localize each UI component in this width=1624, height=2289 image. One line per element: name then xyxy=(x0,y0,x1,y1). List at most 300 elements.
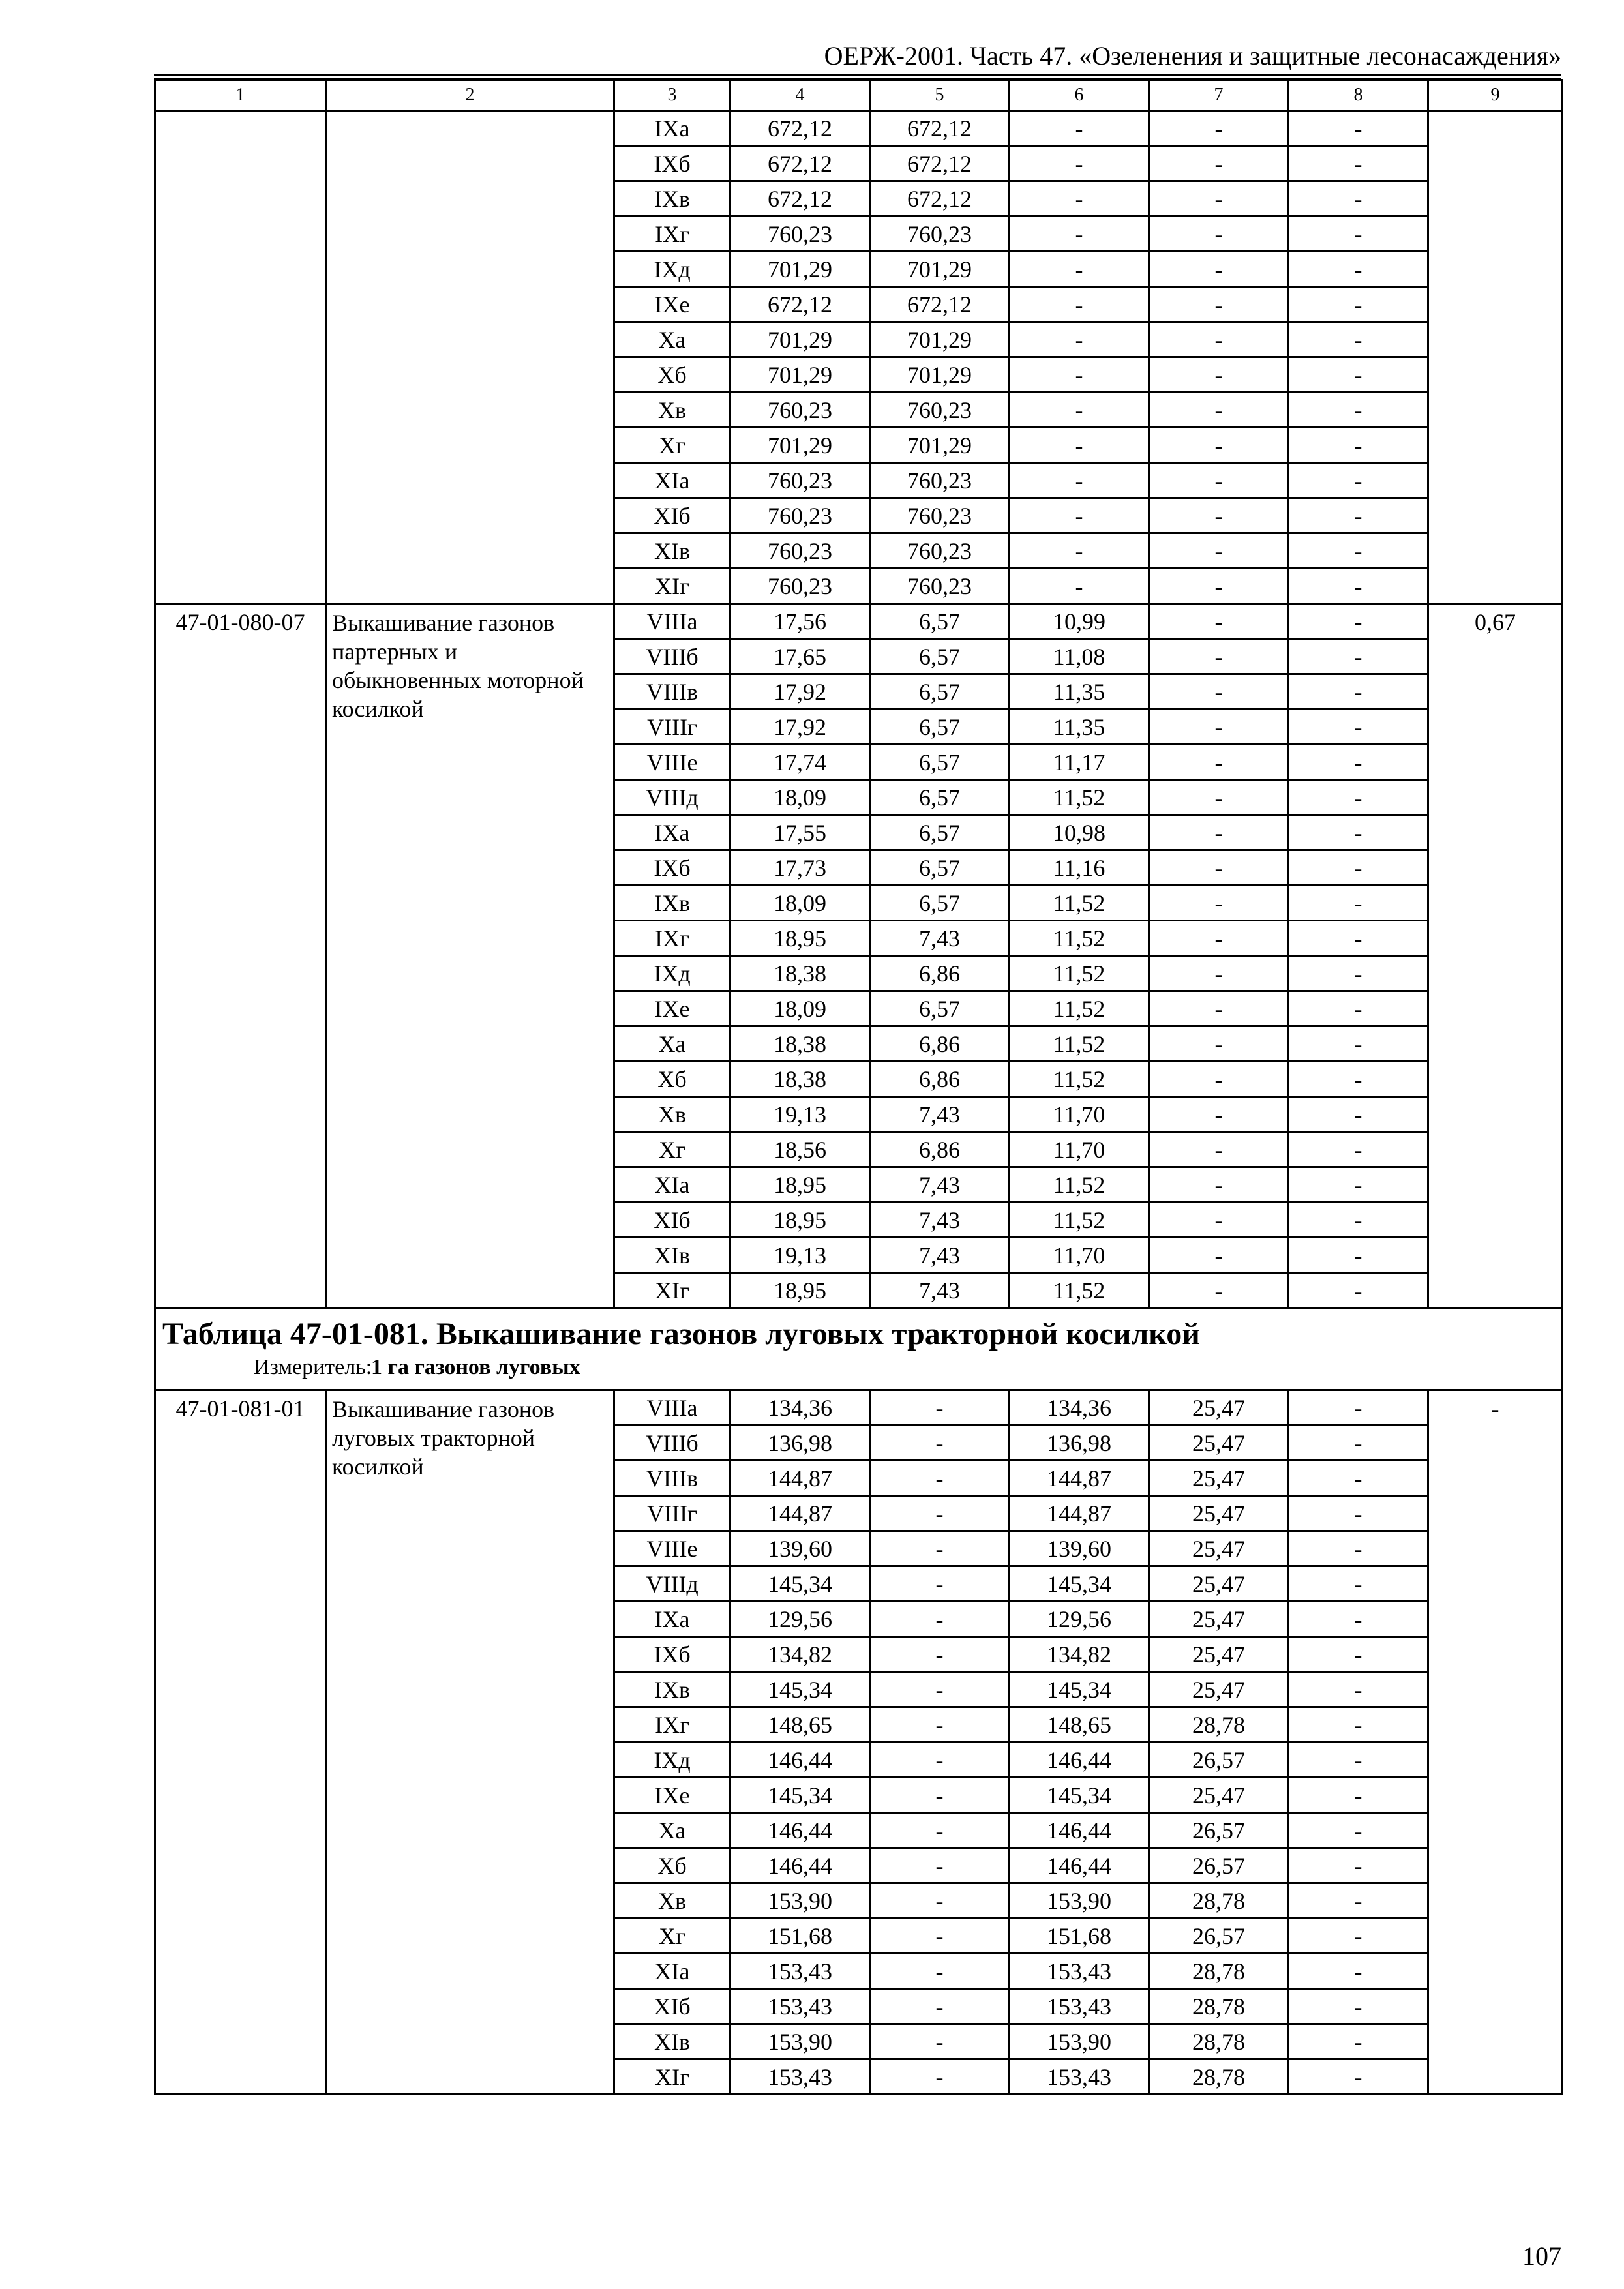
value-cell: - xyxy=(1010,393,1149,428)
region-cell: Xв xyxy=(614,1883,730,1919)
value-cell: 145,34 xyxy=(1010,1778,1149,1813)
value-cell: 11,52 xyxy=(1010,886,1149,921)
value-cell: - xyxy=(870,1989,1010,2024)
value-cell: 146,44 xyxy=(730,1743,870,1778)
value-cell: - xyxy=(1149,111,1289,146)
value-cell: 25,47 xyxy=(1149,1602,1289,1637)
value-cell: 760,23 xyxy=(730,463,870,498)
value-cell: - xyxy=(1289,1566,1428,1602)
value-cell: 19,13 xyxy=(730,1097,870,1132)
value-cell: - xyxy=(1289,780,1428,815)
value-cell: 7,43 xyxy=(870,1273,1010,1308)
value-cell: - xyxy=(1149,146,1289,181)
column-number: 6 xyxy=(1010,80,1149,111)
value-cell: 17,65 xyxy=(730,639,870,674)
column-number: 4 xyxy=(730,80,870,111)
value-cell: - xyxy=(1010,181,1149,217)
value-cell: 18,09 xyxy=(730,780,870,815)
value-cell: 151,68 xyxy=(1010,1919,1149,1954)
value-cell: 701,29 xyxy=(870,357,1010,393)
value-cell: - xyxy=(1289,1461,1428,1496)
value-cell: 7,43 xyxy=(870,1167,1010,1203)
value-cell: - xyxy=(1149,322,1289,357)
value-cell: - xyxy=(1149,745,1289,780)
value-cell: - xyxy=(870,1707,1010,1743)
value-cell: 11,52 xyxy=(1010,1273,1149,1308)
region-cell: VIIIа xyxy=(614,604,730,639)
value-cell: - xyxy=(870,1743,1010,1778)
value-cell: - xyxy=(1289,2059,1428,2095)
value-cell: 18,56 xyxy=(730,1132,870,1167)
value-cell: - xyxy=(1289,217,1428,252)
value-cell: 136,98 xyxy=(730,1426,870,1461)
value-cell: 153,43 xyxy=(1010,2059,1149,2095)
region-cell: Xб xyxy=(614,357,730,393)
region-cell: XIв xyxy=(614,1238,730,1273)
column-number: 8 xyxy=(1289,80,1428,111)
value-cell: - xyxy=(1149,815,1289,850)
value-cell: - xyxy=(1149,1062,1289,1097)
value-cell: 11,52 xyxy=(1010,1026,1149,1062)
value-cell: - xyxy=(870,1637,1010,1672)
region-cell: IXа xyxy=(614,1602,730,1637)
value-cell: - xyxy=(1149,991,1289,1026)
value-cell: - xyxy=(1010,463,1149,498)
value-cell: 28,78 xyxy=(1149,1707,1289,1743)
value-cell: 760,23 xyxy=(870,569,1010,604)
value-cell: 151,68 xyxy=(730,1919,870,1954)
region-cell: IXд xyxy=(614,1743,730,1778)
region-cell: VIIIг xyxy=(614,1496,730,1531)
value-cell: - xyxy=(1010,252,1149,287)
value-cell: 25,47 xyxy=(1149,1672,1289,1707)
value-cell: - xyxy=(1289,2024,1428,2059)
region-cell: IXе xyxy=(614,287,730,322)
value-cell: - xyxy=(1289,357,1428,393)
region-cell: XIа xyxy=(614,463,730,498)
value-cell: 18,95 xyxy=(730,1203,870,1238)
value-cell: 25,47 xyxy=(1149,1778,1289,1813)
value-cell: 146,44 xyxy=(730,1848,870,1883)
value-cell: 153,43 xyxy=(730,1989,870,2024)
value-cell: 144,87 xyxy=(730,1461,870,1496)
value-cell: 11,70 xyxy=(1010,1097,1149,1132)
region-cell: IXб xyxy=(614,146,730,181)
column-number: 2 xyxy=(326,80,614,111)
region-cell: XIв xyxy=(614,2024,730,2059)
value-cell: 672,12 xyxy=(870,146,1010,181)
value-cell: - xyxy=(1289,1672,1428,1707)
value-cell: - xyxy=(870,1883,1010,1919)
value-cell: - xyxy=(1149,181,1289,217)
value-cell: 153,90 xyxy=(1010,2024,1149,2059)
value-cell: 145,34 xyxy=(730,1672,870,1707)
value-cell: 6,57 xyxy=(870,710,1010,745)
value-cell: - xyxy=(1149,533,1289,569)
value-cell: 153,43 xyxy=(1010,1989,1149,2024)
value-cell: - xyxy=(1289,956,1428,991)
value-cell: 26,57 xyxy=(1149,1743,1289,1778)
value-cell: - xyxy=(1289,1026,1428,1062)
value-cell: 26,57 xyxy=(1149,1919,1289,1954)
value-cell: 7,43 xyxy=(870,921,1010,956)
value-cell: - xyxy=(1010,533,1149,569)
region-cell: Xг xyxy=(614,1132,730,1167)
value-cell: 11,52 xyxy=(1010,780,1149,815)
value-cell: - xyxy=(1289,1848,1428,1883)
value-cell: - xyxy=(1289,921,1428,956)
value-cell: 672,12 xyxy=(870,287,1010,322)
value-cell: 672,12 xyxy=(730,181,870,217)
value-cell: 6,86 xyxy=(870,1132,1010,1167)
value-cell: 760,23 xyxy=(870,393,1010,428)
value-cell: 153,43 xyxy=(730,2059,870,2095)
value-cell: 153,90 xyxy=(1010,1883,1149,1919)
rate-description: Выкашивание газонов луговых тракторной косилкой xyxy=(326,1390,614,2095)
value-cell: - xyxy=(1289,1883,1428,1919)
value-cell: - xyxy=(1289,1778,1428,1813)
value-cell: - xyxy=(870,1778,1010,1813)
value-cell: - xyxy=(1289,569,1428,604)
value-cell: - xyxy=(870,1390,1010,1426)
value-cell: - xyxy=(1149,1026,1289,1062)
value-cell: - xyxy=(870,1848,1010,1883)
region-cell: XIа xyxy=(614,1167,730,1203)
value-cell: 28,78 xyxy=(1149,2059,1289,2095)
value-cell: 129,56 xyxy=(1010,1602,1149,1637)
rate-code: 47-01-080-07 xyxy=(155,604,326,1308)
value-cell: - xyxy=(1149,569,1289,604)
value-cell: 11,35 xyxy=(1010,674,1149,710)
value-cell: - xyxy=(1289,710,1428,745)
value-cell: 25,47 xyxy=(1149,1566,1289,1602)
value-cell: 145,34 xyxy=(730,1566,870,1602)
value-cell: 672,12 xyxy=(870,181,1010,217)
value-cell: - xyxy=(1149,1203,1289,1238)
value-cell: - xyxy=(1149,498,1289,533)
value-cell: 28,78 xyxy=(1149,1989,1289,2024)
table-row xyxy=(155,1390,1563,1426)
region-cell: Xг xyxy=(614,1919,730,1954)
value-cell: 11,52 xyxy=(1010,991,1149,1026)
region-cell: IXг xyxy=(614,921,730,956)
value-cell: - xyxy=(1289,1426,1428,1461)
meter-value: 1 га газонов луговых xyxy=(371,1355,580,1379)
value-cell: 25,47 xyxy=(1149,1496,1289,1531)
value-cell: - xyxy=(1289,1954,1428,1989)
region-cell: IXа xyxy=(614,815,730,850)
value-cell: - xyxy=(870,1461,1010,1496)
rate-code: 47-01-081-01 xyxy=(155,1390,326,2095)
col9-value: - xyxy=(1428,1390,1563,2095)
value-cell: 18,95 xyxy=(730,1167,870,1203)
value-cell: 701,29 xyxy=(870,428,1010,463)
value-cell: 760,23 xyxy=(870,217,1010,252)
value-cell: - xyxy=(1010,287,1149,322)
value-cell: - xyxy=(1289,1390,1428,1426)
value-cell: 18,95 xyxy=(730,921,870,956)
table-row xyxy=(155,111,1563,146)
region-cell: IXб xyxy=(614,1637,730,1672)
value-cell: 701,29 xyxy=(870,322,1010,357)
value-cell: 146,44 xyxy=(1010,1848,1149,1883)
value-cell: - xyxy=(1289,1203,1428,1238)
value-cell: - xyxy=(1289,1273,1428,1308)
region-cell: Xа xyxy=(614,1026,730,1062)
value-cell: - xyxy=(870,1426,1010,1461)
value-cell: - xyxy=(1149,921,1289,956)
value-cell: 701,29 xyxy=(870,252,1010,287)
value-cell: 11,70 xyxy=(1010,1132,1149,1167)
value-cell: 672,12 xyxy=(870,111,1010,146)
region-cell: VIIIб xyxy=(614,1426,730,1461)
value-cell: 18,95 xyxy=(730,1273,870,1308)
col9-value: 0,67 xyxy=(1428,604,1563,1308)
value-cell: - xyxy=(1010,322,1149,357)
value-cell: - xyxy=(1289,1238,1428,1273)
region-cell: VIIIг xyxy=(614,710,730,745)
value-cell: 6,57 xyxy=(870,850,1010,886)
region-cell: Xб xyxy=(614,1062,730,1097)
region-cell: VIIIе xyxy=(614,1531,730,1566)
value-cell: 760,23 xyxy=(870,498,1010,533)
value-cell: - xyxy=(1149,287,1289,322)
value-cell: 701,29 xyxy=(730,357,870,393)
region-cell: VIIIб xyxy=(614,639,730,674)
value-cell: 146,44 xyxy=(1010,1813,1149,1848)
value-cell: - xyxy=(1149,1097,1289,1132)
value-cell: 25,47 xyxy=(1149,1637,1289,1672)
value-cell: 144,87 xyxy=(730,1496,870,1531)
value-cell: - xyxy=(1289,815,1428,850)
value-cell: 25,47 xyxy=(1149,1461,1289,1496)
value-cell: - xyxy=(1289,674,1428,710)
region-cell: VIIIд xyxy=(614,1566,730,1602)
value-cell: - xyxy=(1289,604,1428,639)
region-cell: VIIIа xyxy=(614,1390,730,1426)
value-cell: 7,43 xyxy=(870,1238,1010,1273)
column-number: 9 xyxy=(1428,80,1563,111)
value-cell: 18,09 xyxy=(730,886,870,921)
value-cell: 11,52 xyxy=(1010,921,1149,956)
region-cell: IXв xyxy=(614,181,730,217)
value-cell: 139,60 xyxy=(730,1531,870,1566)
value-cell: - xyxy=(1149,1238,1289,1273)
value-cell: - xyxy=(1149,639,1289,674)
value-cell: - xyxy=(1149,463,1289,498)
value-cell: 672,12 xyxy=(730,287,870,322)
value-cell: 25,47 xyxy=(1149,1390,1289,1426)
value-cell: 134,36 xyxy=(730,1390,870,1426)
column-number-row xyxy=(155,80,1563,111)
value-cell: 11,70 xyxy=(1010,1238,1149,1273)
value-cell: - xyxy=(1289,146,1428,181)
value-cell: 11,52 xyxy=(1010,1062,1149,1097)
region-cell: Xб xyxy=(614,1848,730,1883)
value-cell: - xyxy=(870,1672,1010,1707)
region-cell: XIг xyxy=(614,1273,730,1308)
value-cell: 10,98 xyxy=(1010,815,1149,850)
value-cell: - xyxy=(1289,252,1428,287)
value-cell: 701,29 xyxy=(730,252,870,287)
meter-line xyxy=(162,1353,1555,1382)
value-cell: - xyxy=(1289,745,1428,780)
value-cell: 19,13 xyxy=(730,1238,870,1273)
region-cell: XIа xyxy=(614,1954,730,1989)
value-cell: - xyxy=(1289,850,1428,886)
rate-description: Выкашивание газонов партерных и обыкновенных моторной косилкой xyxy=(326,604,614,1308)
value-cell: 144,87 xyxy=(1010,1461,1149,1496)
value-cell: - xyxy=(870,1496,1010,1531)
value-cell: 153,43 xyxy=(730,1954,870,1989)
value-cell: - xyxy=(1010,498,1149,533)
value-cell: - xyxy=(1010,357,1149,393)
value-cell: 146,44 xyxy=(730,1813,870,1848)
value-cell: 7,43 xyxy=(870,1203,1010,1238)
value-cell: - xyxy=(870,2024,1010,2059)
value-cell: - xyxy=(1289,1707,1428,1743)
value-cell: 17,92 xyxy=(730,674,870,710)
value-cell: - xyxy=(870,1531,1010,1566)
value-cell: 11,17 xyxy=(1010,745,1149,780)
region-cell: IXд xyxy=(614,956,730,991)
value-cell: 760,23 xyxy=(730,498,870,533)
value-cell: 11,52 xyxy=(1010,1203,1149,1238)
value-cell: - xyxy=(1289,1496,1428,1531)
region-cell: XIб xyxy=(614,1203,730,1238)
value-cell: 17,73 xyxy=(730,850,870,886)
header-rule xyxy=(154,74,1561,76)
value-cell: - xyxy=(1149,850,1289,886)
region-cell: IXе xyxy=(614,1778,730,1813)
value-cell: - xyxy=(1289,1989,1428,2024)
value-cell: - xyxy=(1149,956,1289,991)
column-number: 1 xyxy=(155,80,326,111)
value-cell: - xyxy=(1149,1167,1289,1203)
column-number: 7 xyxy=(1149,80,1289,111)
value-cell: - xyxy=(1289,1167,1428,1203)
value-cell: - xyxy=(1289,111,1428,146)
region-cell: Xв xyxy=(614,1097,730,1132)
value-cell: 760,23 xyxy=(870,463,1010,498)
value-cell: - xyxy=(870,1919,1010,1954)
value-cell: - xyxy=(1289,322,1428,357)
value-cell: - xyxy=(1289,428,1428,463)
value-cell: - xyxy=(1289,1637,1428,1672)
value-cell: 11,16 xyxy=(1010,850,1149,886)
value-cell: 145,34 xyxy=(730,1778,870,1813)
value-cell: 17,74 xyxy=(730,745,870,780)
value-cell: 28,78 xyxy=(1149,2024,1289,2059)
value-cell: 7,43 xyxy=(870,1097,1010,1132)
table-title-row xyxy=(155,1308,1563,1390)
value-cell: 6,57 xyxy=(870,991,1010,1026)
region-cell: VIIIв xyxy=(614,1461,730,1496)
value-cell: - xyxy=(1289,463,1428,498)
value-cell: 134,82 xyxy=(1010,1637,1149,1672)
col9-value xyxy=(1428,111,1563,604)
value-cell: 129,56 xyxy=(730,1602,870,1637)
value-cell: - xyxy=(1289,1531,1428,1566)
table-row xyxy=(155,604,1563,639)
value-cell: 6,57 xyxy=(870,815,1010,850)
value-cell: - xyxy=(1289,1813,1428,1848)
meter-label: Измеритель: xyxy=(254,1355,372,1379)
value-cell: - xyxy=(1010,217,1149,252)
value-cell: - xyxy=(1010,569,1149,604)
value-cell: 17,55 xyxy=(730,815,870,850)
value-cell: - xyxy=(1289,991,1428,1026)
value-cell: - xyxy=(1149,252,1289,287)
value-cell: 10,99 xyxy=(1010,604,1149,639)
value-cell: 139,60 xyxy=(1010,1531,1149,1566)
table-title: Таблица 47-01-081. Выкашивание газонов луговых тракторной косилкой xyxy=(162,1317,1200,1351)
value-cell: 6,57 xyxy=(870,780,1010,815)
region-cell: XIб xyxy=(614,1989,730,2024)
value-cell: - xyxy=(1289,181,1428,217)
value-cell: - xyxy=(1149,393,1289,428)
region-cell: IXв xyxy=(614,886,730,921)
value-cell: 153,90 xyxy=(730,2024,870,2059)
value-cell: - xyxy=(1149,357,1289,393)
value-cell: - xyxy=(1149,1273,1289,1308)
value-cell: - xyxy=(870,1602,1010,1637)
value-cell: 672,12 xyxy=(730,111,870,146)
value-cell: - xyxy=(1289,1097,1428,1132)
value-cell: - xyxy=(1149,886,1289,921)
value-cell: 6,86 xyxy=(870,1026,1010,1062)
value-cell: 148,65 xyxy=(730,1707,870,1743)
region-cell: Xа xyxy=(614,1813,730,1848)
value-cell: 760,23 xyxy=(870,533,1010,569)
region-cell: IXг xyxy=(614,1707,730,1743)
value-cell: - xyxy=(1149,780,1289,815)
value-cell: 6,86 xyxy=(870,956,1010,991)
value-cell: 6,57 xyxy=(870,745,1010,780)
value-cell: 28,78 xyxy=(1149,1883,1289,1919)
rates-table xyxy=(154,79,1563,2095)
value-cell: 11,52 xyxy=(1010,1167,1149,1203)
region-cell: Xв xyxy=(614,393,730,428)
value-cell: 760,23 xyxy=(730,533,870,569)
region-cell: XIб xyxy=(614,498,730,533)
value-cell: - xyxy=(1289,1602,1428,1637)
value-cell: - xyxy=(1289,639,1428,674)
value-cell: 146,44 xyxy=(1010,1743,1149,1778)
value-cell: 26,57 xyxy=(1149,1813,1289,1848)
page-header: ОЕРЖ-2001. Часть 47. «Озеленения и защитные лесонасаждения» xyxy=(824,41,1561,70)
value-cell: 145,34 xyxy=(1010,1566,1149,1602)
value-cell: 701,29 xyxy=(730,322,870,357)
value-cell: 11,52 xyxy=(1010,956,1149,991)
value-cell: - xyxy=(1289,498,1428,533)
value-cell: - xyxy=(1149,674,1289,710)
value-cell: - xyxy=(1149,428,1289,463)
value-cell: - xyxy=(1010,146,1149,181)
value-cell: 672,12 xyxy=(730,146,870,181)
value-cell: - xyxy=(1289,1743,1428,1778)
value-cell: 6,57 xyxy=(870,604,1010,639)
value-cell: 153,90 xyxy=(730,1883,870,1919)
region-cell: IXд xyxy=(614,252,730,287)
value-cell: 760,23 xyxy=(730,217,870,252)
value-cell: 6,86 xyxy=(870,1062,1010,1097)
value-cell: 153,43 xyxy=(1010,1954,1149,1989)
table-title-cell xyxy=(155,1308,1563,1390)
value-cell: 17,92 xyxy=(730,710,870,745)
value-cell: - xyxy=(1010,428,1149,463)
region-cell: IXб xyxy=(614,850,730,886)
